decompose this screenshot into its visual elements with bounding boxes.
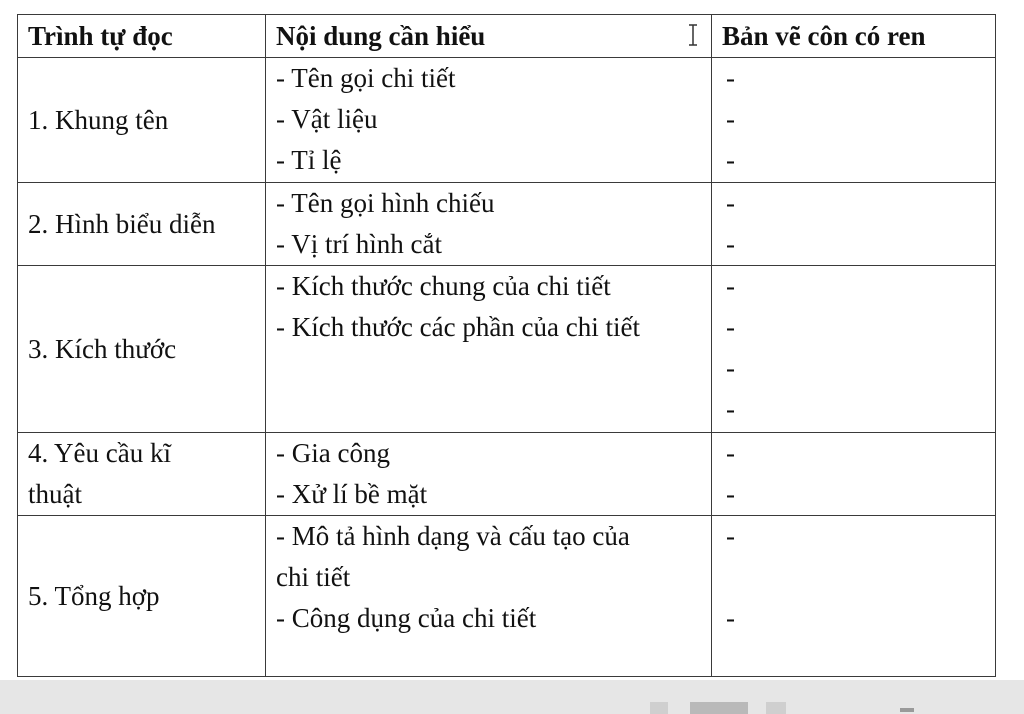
step-cell[interactable] [18, 58, 266, 183]
content-line: - Kích thước chung của chi tiết [276, 271, 611, 301]
answer-dash: - [726, 479, 735, 509]
answer-cell[interactable] [712, 516, 996, 677]
answer-dash: - [726, 353, 735, 383]
step-label: 2. Hình biểu diễn [28, 208, 216, 239]
answer-cell[interactable] [712, 433, 996, 516]
answer-dash: - [726, 271, 735, 301]
content-cell[interactable] [266, 516, 712, 677]
content-line: - Vật liệu [276, 104, 378, 134]
header-reading-order: Trình tự đọc [18, 15, 266, 58]
content-line: - Vị trí hình cắt [276, 229, 442, 259]
table-header-row [18, 15, 996, 58]
step-label: 3. Kích thước [28, 333, 177, 364]
answer-dash [726, 557, 985, 598]
content-cell[interactable] [266, 183, 712, 266]
view-mode-web-icon[interactable] [766, 702, 786, 714]
content-line: - Kích thước các phần của chi tiết [276, 312, 640, 342]
answer-cell[interactable] [712, 266, 996, 433]
content-line: - Công dụng của chi tiết [276, 603, 537, 633]
content-line: - Tên gọi hình chiếu [276, 188, 495, 218]
step-label: 5. Tổng hợp [28, 580, 160, 611]
answer-cell[interactable] [712, 58, 996, 183]
content-line: - Gia công [276, 438, 390, 468]
table-row [18, 183, 996, 266]
answer-dash: - [726, 521, 735, 551]
answer-dash: - [726, 603, 735, 633]
view-mode-print-layout-icon[interactable] [690, 702, 748, 714]
content-cell[interactable] [266, 266, 712, 433]
step-cell[interactable] [18, 516, 266, 677]
answer-cell[interactable] [712, 183, 996, 266]
zoom-slider-icon[interactable] [900, 708, 914, 712]
table-row [18, 433, 996, 516]
answer-dash: - [726, 312, 735, 342]
table-row [18, 266, 996, 433]
content-line: - Tên gọi chi tiết [276, 63, 456, 93]
answer-dash: - [726, 229, 735, 259]
content-line: - Tỉ lệ [276, 145, 342, 175]
step-label: 1. Khung tên [28, 104, 169, 135]
answer-dash: - [726, 145, 735, 175]
step-cell[interactable] [18, 266, 266, 433]
answer-dash: - [726, 104, 735, 134]
content-line: - Mô tả hình dạng và cấu tạo của [276, 521, 630, 551]
step-label: 4. Yêu cầu kĩ [28, 438, 171, 468]
content-line: chi tiết [276, 562, 351, 592]
cut-off-header [0, 0, 1024, 8]
table-row [18, 516, 996, 677]
step-cell[interactable] [18, 183, 266, 266]
reading-table [17, 14, 996, 677]
answer-dash: - [726, 438, 735, 468]
header-content-to-understand: Nội dung cần hiểu [266, 15, 712, 58]
table-row [18, 58, 996, 183]
step-cell[interactable] [18, 433, 266, 516]
cut-off-class-line [668, 0, 675, 8]
answer-dash: - [726, 188, 735, 218]
text-cursor-icon [689, 24, 697, 46]
header-drawing: Bản vẽ côn có ren [712, 15, 996, 58]
view-mode-read-icon[interactable] [650, 702, 668, 714]
status-bar [0, 680, 1024, 714]
content-cell[interactable] [266, 58, 712, 183]
step-label: thuật [28, 479, 82, 509]
answer-dash: - [726, 63, 735, 93]
cut-off-name-line [30, 0, 37, 8]
content-cell[interactable] [266, 433, 712, 516]
answer-dash: - [726, 394, 735, 424]
content-line: - Xử lí bề mặt [276, 479, 428, 509]
